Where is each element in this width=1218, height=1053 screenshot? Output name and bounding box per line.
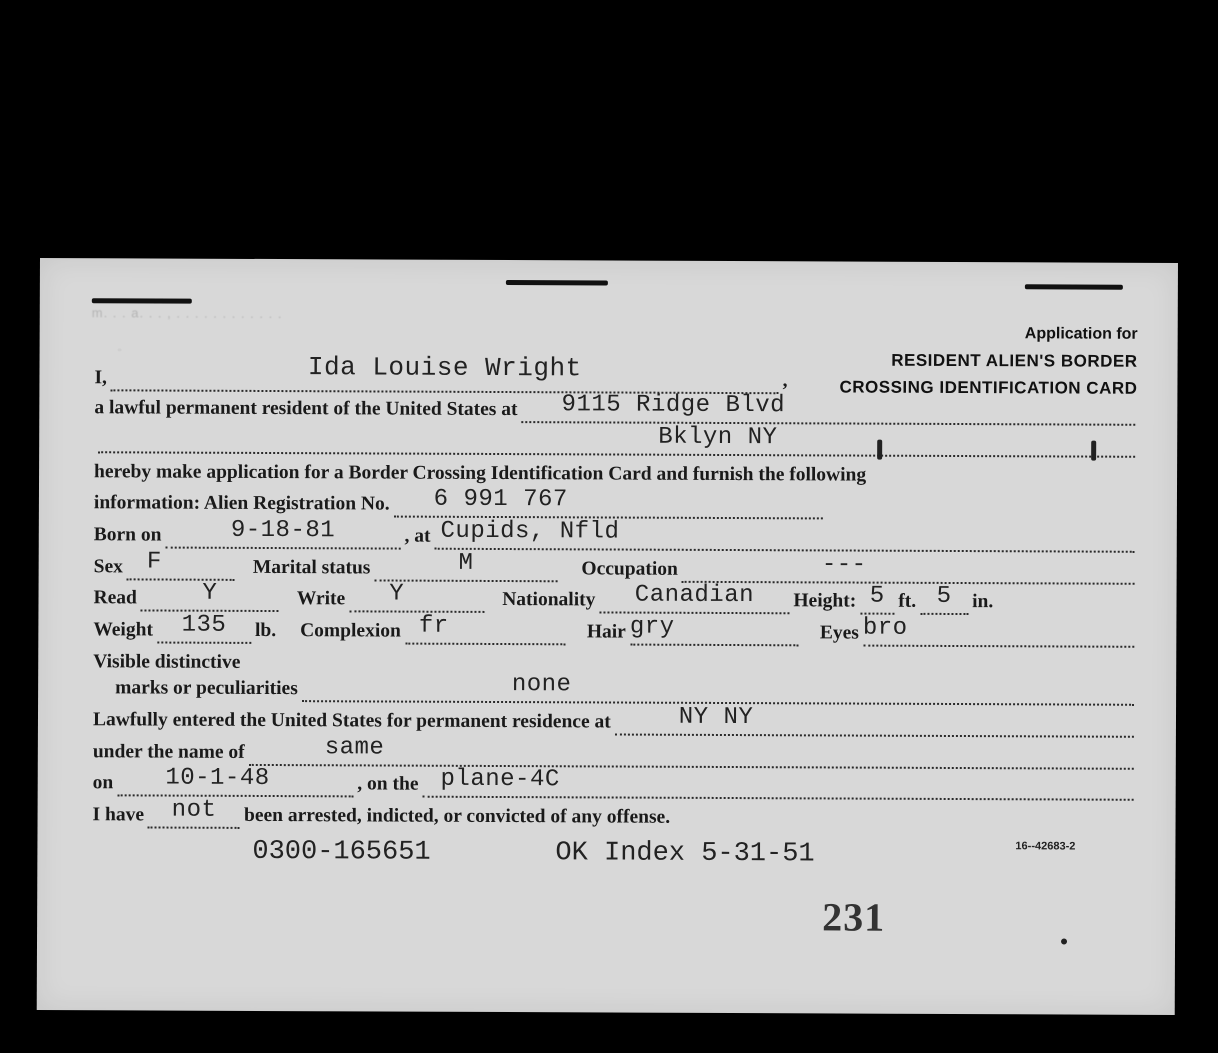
label-arrested: been arrested, indicted, or convicted of any offense. xyxy=(243,804,671,828)
row-address-continued xyxy=(94,423,1139,458)
field-name xyxy=(111,352,779,394)
label-application: hereby make application for a Border Crossing Identification Card and furnish the following xyxy=(94,461,867,486)
value-weight: 135 xyxy=(181,611,227,639)
row-lawfully-entered xyxy=(93,703,1138,738)
label-on-the: , on the xyxy=(357,773,419,795)
label-height: Height: xyxy=(793,590,857,612)
label-at: , at xyxy=(404,525,431,547)
field-marital-status xyxy=(374,549,557,582)
label-write: Write xyxy=(296,588,346,610)
row-born xyxy=(94,518,1139,553)
form-header xyxy=(839,319,1137,401)
row-application xyxy=(94,455,1139,490)
field-born-date xyxy=(165,517,400,550)
field-height-ft xyxy=(860,583,894,615)
label-occupation: Occupation xyxy=(581,558,678,580)
field-entered-at xyxy=(615,704,1134,738)
row-name xyxy=(94,352,788,394)
field-address1 xyxy=(521,391,1135,426)
header-resident-alien: RESIDENT ALIEN'S BORDER xyxy=(891,350,1138,371)
value-address1: 9115 Ridge Blvd xyxy=(561,391,786,420)
value-occupation: --- xyxy=(821,551,867,579)
value-entered-at: NY NY xyxy=(678,703,754,732)
field-born-place xyxy=(434,518,1134,553)
field-sex xyxy=(127,548,235,580)
label-under-name: under the name of xyxy=(92,741,245,763)
label-ft: ft. xyxy=(898,590,917,612)
value-born-place: Cupids, Nfld xyxy=(440,517,620,546)
pin-mark-left xyxy=(877,440,882,460)
label-in: in. xyxy=(972,591,994,613)
stamp-number: 231 xyxy=(822,894,886,940)
top-right-mark xyxy=(1025,284,1123,289)
value-complexion: fr xyxy=(418,612,449,640)
field-read xyxy=(141,579,279,612)
field-entry-date xyxy=(117,764,353,797)
border-crossing-card xyxy=(37,258,1178,1015)
value-hair: gry xyxy=(629,613,675,641)
row-entry-date xyxy=(93,766,1138,801)
field-marks xyxy=(302,670,1134,706)
field-complexion xyxy=(405,613,565,646)
field-hair xyxy=(630,614,798,647)
row-arrest-statement xyxy=(93,798,1138,833)
index-note: OK Index 5-31-51 xyxy=(555,838,815,870)
label-i-have: I have xyxy=(92,804,145,826)
label-hair: Hair xyxy=(586,621,626,643)
label-eyes: Eyes xyxy=(819,622,859,644)
value-height-ft: 5 xyxy=(869,582,885,610)
value-name-under: same xyxy=(324,734,385,762)
value-marital-status: M xyxy=(458,549,474,577)
value-entry-via: plane-4C xyxy=(440,765,560,794)
label-lawfully: Lawfully entered the United States for permanent residence at xyxy=(92,709,611,733)
label-read: Read xyxy=(93,587,137,609)
label-i: I, xyxy=(94,367,107,389)
field-nationality xyxy=(599,581,789,614)
row-weight-complexion xyxy=(93,613,1138,648)
field-occupation xyxy=(682,551,1135,585)
value-eyes: bro xyxy=(862,614,908,642)
value-name: Ida Louise Wright xyxy=(307,352,582,384)
label-complexion: Complexion xyxy=(300,620,401,642)
label-marital-status: Marital status xyxy=(252,556,371,579)
value-address2: Bklyn NY xyxy=(658,423,778,452)
label-nationality: Nationality xyxy=(502,589,596,611)
faint-bleed-text: m. . . a. . . , . . . . . . . . . . . . xyxy=(91,305,283,322)
label-visible: Visible distinctive xyxy=(93,651,241,673)
label-weight: Weight xyxy=(93,619,154,641)
pin-mark-right xyxy=(1091,441,1096,461)
value-alien-reg-no: 6 991 767 xyxy=(433,485,568,514)
row-marks xyxy=(115,671,1138,705)
value-sex: F xyxy=(146,548,162,576)
header-application-for: Application for xyxy=(1024,325,1138,343)
top-center-mark xyxy=(506,280,608,285)
file-number: 0300-165651 xyxy=(252,836,431,868)
row-resident-address xyxy=(94,391,1139,426)
value-read: Y xyxy=(202,579,218,607)
field-name-under xyxy=(249,734,1134,770)
field-entry-via xyxy=(422,766,1133,801)
label-born-on: Born on xyxy=(93,524,162,546)
value-arrest-status: not xyxy=(171,796,217,824)
header-crossing-card: CROSSING IDENTIFICATION CARD xyxy=(839,377,1138,398)
top-left-mark xyxy=(92,298,192,303)
row-alien-registration xyxy=(94,486,827,519)
field-write xyxy=(349,580,484,613)
field-arrest-status xyxy=(148,796,240,828)
value-entry-date: 10-1-48 xyxy=(165,764,270,793)
value-marks: none xyxy=(511,671,572,699)
value-nationality: Canadian xyxy=(634,581,755,610)
field-height-in xyxy=(920,583,968,615)
value-born-date: 9-18-81 xyxy=(230,516,336,545)
label-information: information: Alien Registration No. xyxy=(93,492,390,515)
form-number: 16--42683-2 xyxy=(1015,840,1076,853)
field-eyes xyxy=(863,615,1135,648)
label-sex: Sex xyxy=(93,556,123,578)
label-lb: lb. xyxy=(254,619,277,642)
field-alien-reg-no xyxy=(394,486,823,520)
label-marks: marks or peculiarities xyxy=(115,677,298,700)
value-write: Y xyxy=(389,580,405,608)
field-weight xyxy=(157,612,251,644)
label-resident: a lawful permanent resident of the United States at xyxy=(94,397,518,421)
row-read-write-nationality xyxy=(93,581,1138,616)
label-comma: , xyxy=(782,370,788,392)
value-height-in: 5 xyxy=(936,582,952,610)
field-address2 xyxy=(98,421,1135,458)
label-on: on xyxy=(92,772,114,794)
